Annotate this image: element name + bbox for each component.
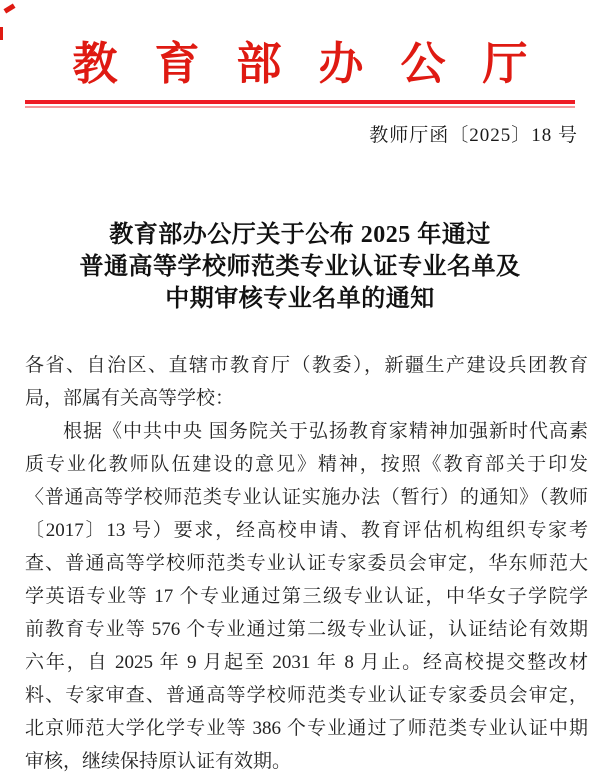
letterhead-double-rule xyxy=(25,100,575,108)
body-line: 审核，继续保持原认证有效期。 xyxy=(25,751,292,772)
body-line: 北京师范大学化学专业等 386 个专业通过了师范类专业认证中期 xyxy=(25,718,588,739)
document-title xyxy=(0,219,600,315)
body-line: 料、专家审查、普通高等学校师范类专业认证专家委员会审定， xyxy=(25,685,588,706)
body-line: 查、普通高等学校师范类专业认证专家委员会审定，华东师范大 xyxy=(25,553,588,574)
title-line: 教育部办公厅关于公布 2025 年通过 xyxy=(109,222,491,248)
body-line: 局，部属有关高等学校： xyxy=(25,388,235,409)
red-corner-scan-artifact xyxy=(4,3,16,13)
body-line: 质专业化教师队伍建设的意见》精神，按照《教育部关于印发 xyxy=(25,454,588,475)
red-edge-scan-artifact xyxy=(0,27,3,40)
rule-thick-red xyxy=(25,100,575,104)
body-line: 六年，自 2025 年 9 月起至 2031 年 8 月止。经高校提交整改材 xyxy=(25,652,588,673)
document-number: 教师厅函〔2025〕18 号 xyxy=(369,125,578,146)
title-line: 中期审核专业名单的通知 xyxy=(165,286,435,312)
body-line: 〈普通高等学校师范类专业认证实施办法（暂行）的通知》（教师 xyxy=(25,487,588,508)
document-body xyxy=(0,349,600,772)
body-line: 前教育专业等 576 个专业通过第二级专业认证，认证结论有效期 xyxy=(25,619,588,640)
body-line: 根据《中共中央 国务院关于弘扬教育家精神加强新时代高素 xyxy=(63,421,588,442)
title-line: 普通高等学校师范类专业认证专业名单及 xyxy=(79,254,521,280)
body-line: 各省、自治区、直辖市教育厅（教委），新疆生产建设兵团教育 xyxy=(25,355,588,376)
rule-thin-pink xyxy=(25,106,575,108)
body-line: 学英语专业等 17 个专业通过第三级专业认证，中华女子学院学 xyxy=(25,586,588,607)
body-line: 〔2017〕13 号）要求，经高校申请、教育评估机构组织专家考 xyxy=(25,520,588,541)
letterhead-org-name: 教育部办公厅 xyxy=(72,39,565,89)
